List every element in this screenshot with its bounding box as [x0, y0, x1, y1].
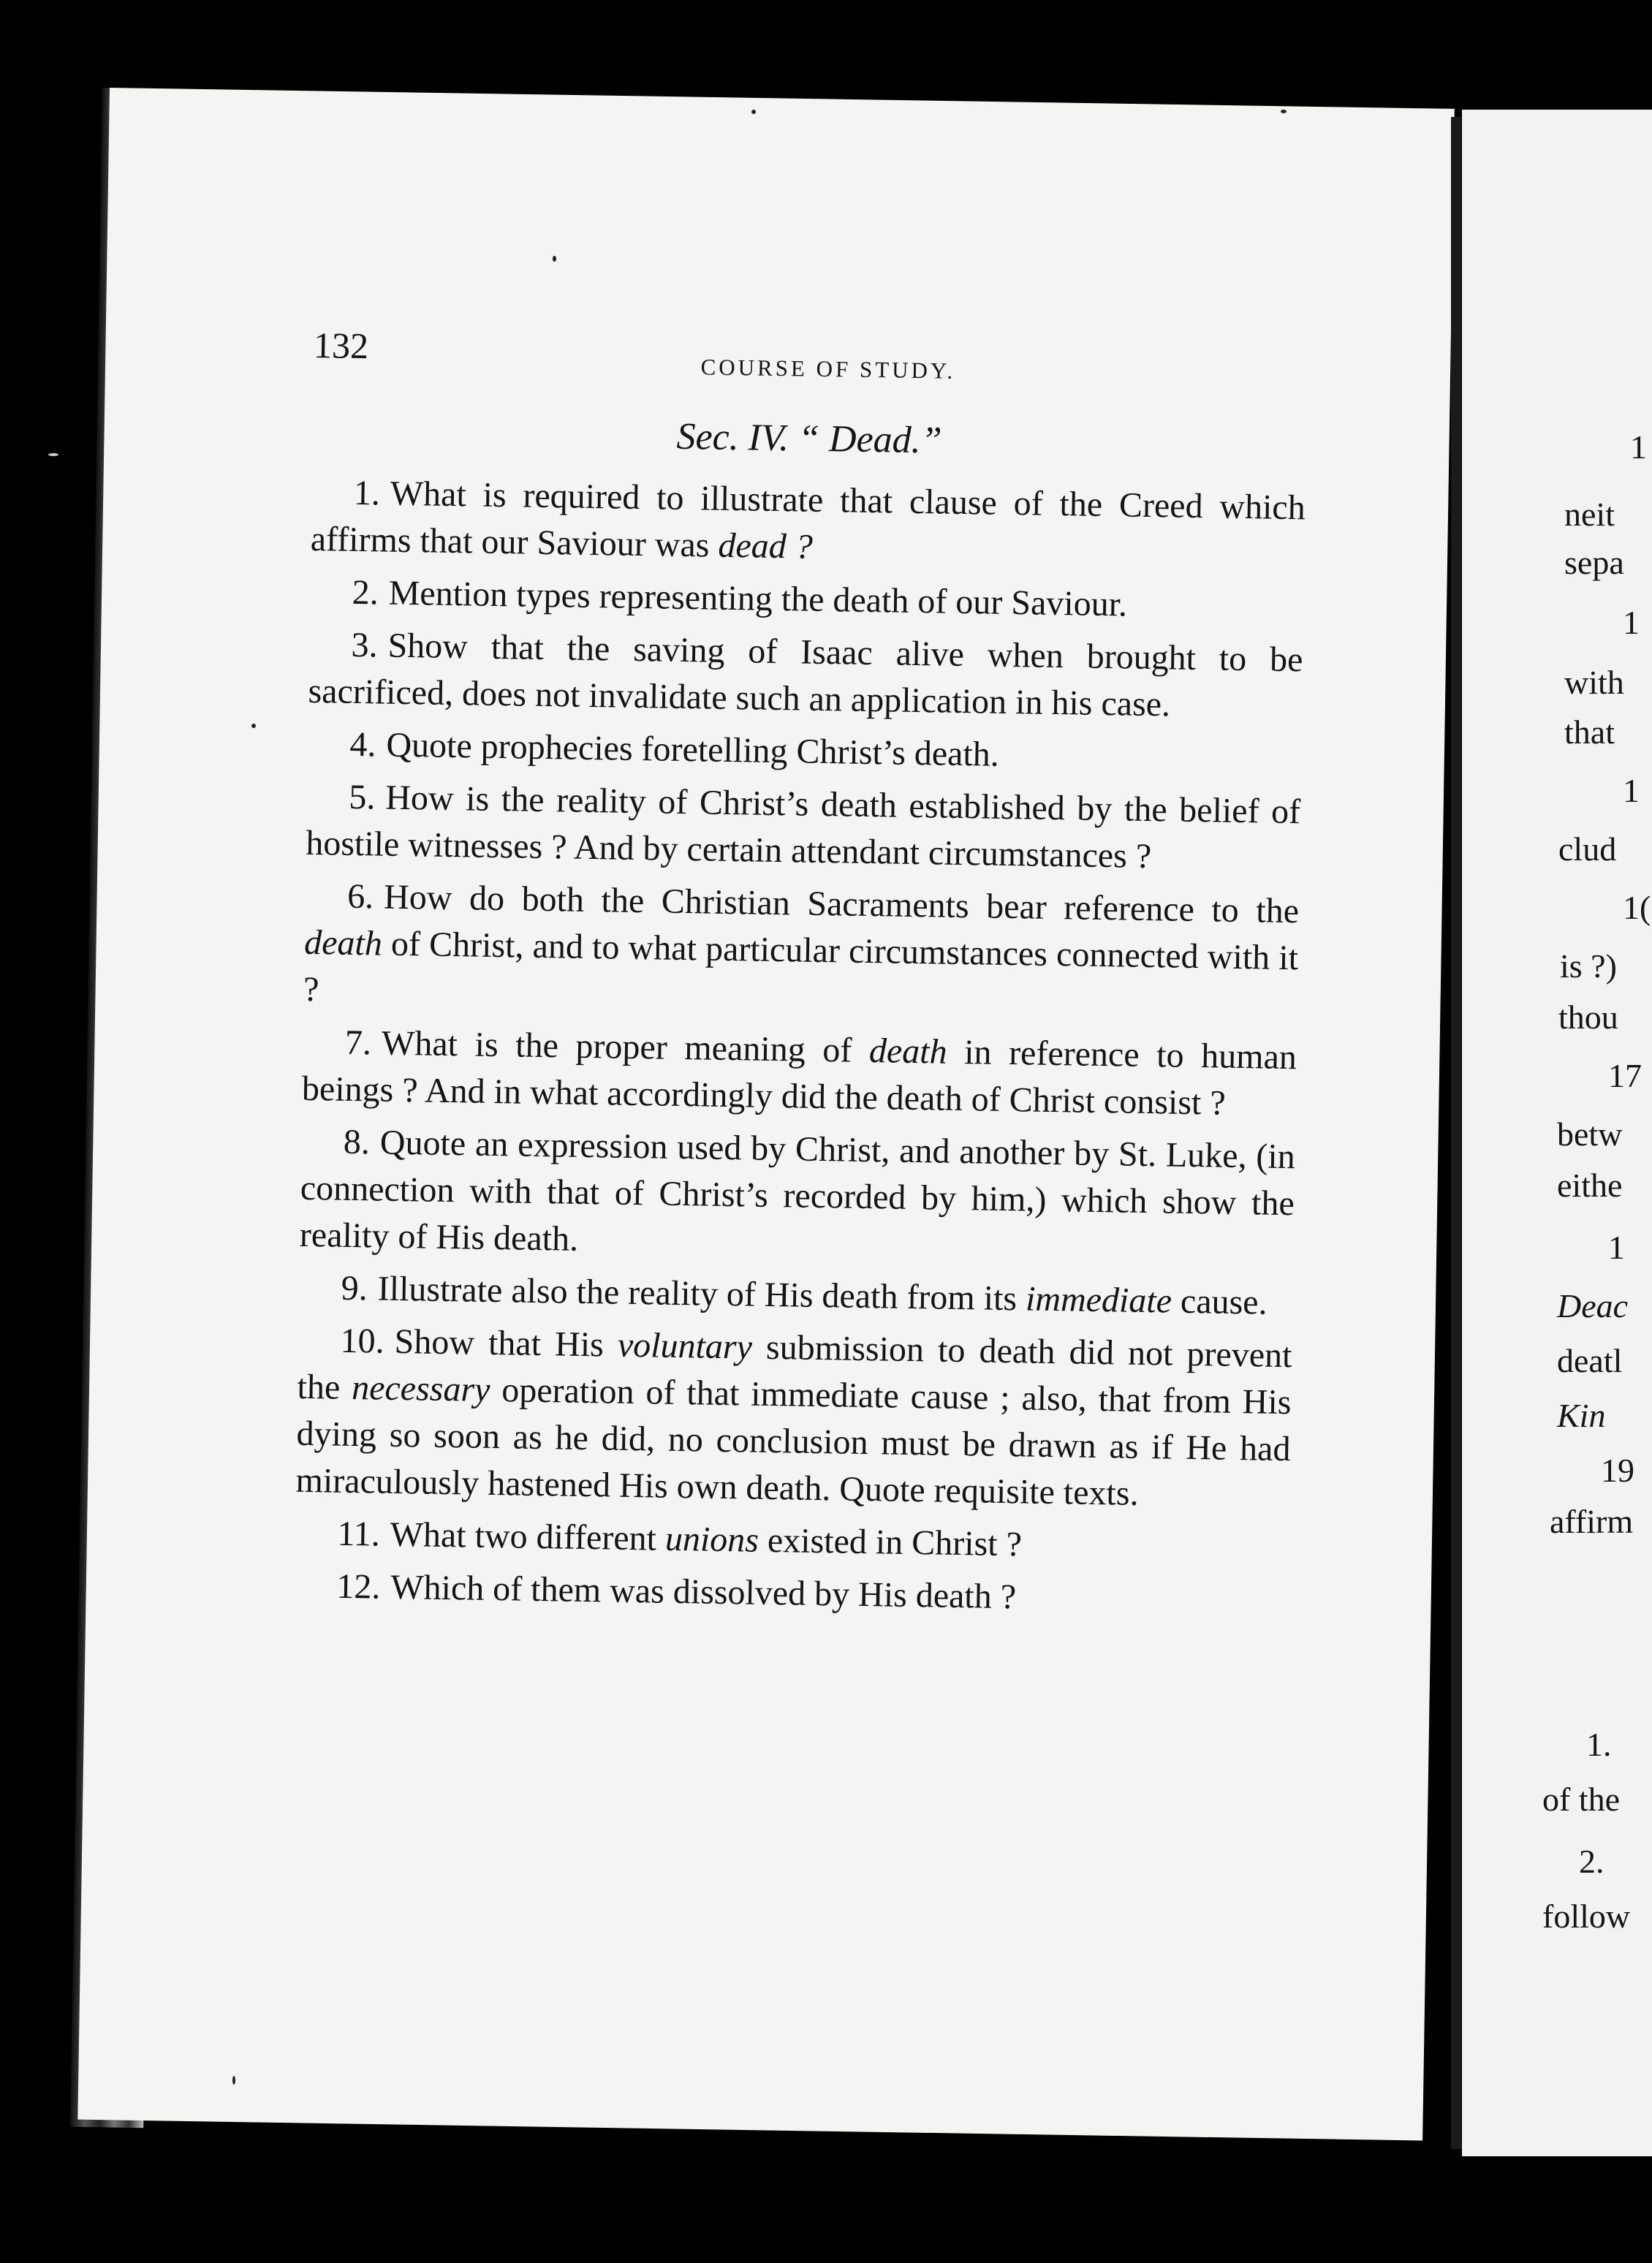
right-fragment: betw [1557, 1115, 1623, 1153]
question-text: Which of them was dissolved by His death ? [390, 1567, 1017, 1617]
question-number: 5. [348, 777, 376, 817]
speck [1281, 110, 1287, 113]
question-text: Show that the saving of Isaac alive when brought to be sacrificed, does not invalidate such an application in his case. [308, 626, 1303, 724]
question-6 [303, 873, 1300, 1028]
gutter-line [1451, 117, 1461, 2149]
question-text: What is required to illustrate that clause of the Creed which affirms that our Saviour was [310, 474, 1306, 565]
speck [751, 110, 756, 114]
question-emphasis: death [868, 1031, 947, 1072]
question-2 [309, 569, 1304, 631]
section-title: Sec. IV. “ Dead.” [676, 415, 943, 462]
question-1 [310, 469, 1306, 578]
right-fragment: 1. [1586, 1726, 1612, 1763]
speck [251, 724, 256, 728]
question-text: Quote an expression used by Christ, and another by St. Luke, (in connection with that of Christ’s recorded by him,) which show the reality of His death. [299, 1123, 1296, 1259]
question-7 [302, 1019, 1297, 1128]
question-11 [295, 1510, 1289, 1572]
question-number: 10. [340, 1321, 385, 1361]
question-text: Illustrate also the reality of His death from its [377, 1269, 1026, 1319]
right-fragment: clud [1558, 830, 1617, 868]
question-8 [299, 1118, 1295, 1274]
left-page-text [289, 300, 1308, 1967]
question-emphasis: unions [664, 1519, 759, 1560]
question-12 [294, 1563, 1289, 1625]
speck [553, 256, 556, 262]
right-fragment: of the [1542, 1781, 1621, 1818]
question-text: How is the reality of Christ’s death established by the belief of hostile witnesses ? And by certain attendant circumstances ? [305, 778, 1301, 876]
right-fragment: affirm [1550, 1503, 1634, 1540]
right-fragment: eithe [1557, 1167, 1623, 1204]
right-fragment: 1 [1608, 1229, 1625, 1266]
question-3 [308, 621, 1303, 730]
question-number: 3. [351, 625, 378, 665]
question-text: Mention types representing the death of our Saviour. [388, 573, 1128, 624]
question-number: 8. [343, 1122, 371, 1162]
right-fragment: sepa [1564, 544, 1624, 581]
right-fragment: 17 [1608, 1057, 1642, 1094]
right-fragment: thou [1558, 998, 1618, 1036]
question-number: 11. [337, 1514, 381, 1554]
question-text: submission to death did not prevent the [297, 1327, 1292, 1407]
question-number: 2. [352, 572, 379, 613]
right-fragment: 19 [1601, 1452, 1634, 1489]
question-text: Show that His [394, 1322, 618, 1365]
right-fragment: that [1564, 713, 1615, 751]
right-fragment: Deac [1557, 1287, 1629, 1324]
question-text: cause. [1171, 1281, 1268, 1322]
question-emphasis: dead ? [718, 526, 814, 566]
question-4 [307, 721, 1302, 783]
right-fragment: Kin [1557, 1397, 1606, 1434]
right-fragment: 2. [1579, 1843, 1604, 1880]
question-number: 9. [341, 1268, 368, 1308]
right-fragment: deatl [1557, 1342, 1623, 1379]
question-number: 12. [336, 1566, 381, 1607]
speck [48, 453, 58, 456]
question-5 [306, 773, 1301, 882]
right-fragment: 1 [1623, 772, 1640, 809]
right-fragment: 1 [1623, 604, 1640, 641]
question-emphasis: necessary [351, 1368, 490, 1409]
page-number: 132 [313, 324, 369, 367]
question-text: in reference to human beings ? And in what accordingly did the death of Christ consist ? [301, 1032, 1297, 1123]
question-number: 4. [349, 724, 376, 765]
question-emphasis: immediate [1025, 1279, 1172, 1321]
question-text: How do both the Christian Sacraments bear reference to the [383, 877, 1300, 931]
right-fragment: follow [1542, 1898, 1631, 1935]
question-text: Quote prophecies foretelling Christ’s death. [386, 725, 1000, 774]
question-text: What two different [390, 1515, 666, 1558]
speck [232, 2076, 235, 2085]
right-fragment: 1( [1623, 889, 1651, 926]
question-list [294, 469, 1306, 1631]
question-text: of Christ, and to what particular circumstances connected with it ? [303, 924, 1299, 1009]
question-number: 7. [344, 1023, 372, 1063]
question-emphasis: death [303, 922, 383, 963]
right-fragment: 1 [1630, 428, 1647, 466]
question-text: existed in Christ ? [758, 1520, 1023, 1564]
question-text: operation of that immediate cause ; also, that from His dying so soon as he did, no conclusion must be drawn as if He had miraculously hastened His own death. Quote requisite texts. [295, 1370, 1292, 1513]
right-fragment: with [1564, 664, 1624, 701]
right-fragment: is ?) [1560, 947, 1617, 985]
question-text: What is the proper meaning of [381, 1023, 870, 1071]
question-number: 1. [353, 473, 381, 513]
running-head: COURSE OF STUDY. [700, 354, 956, 384]
question-10 [295, 1317, 1292, 1520]
right-fragment: neit [1564, 496, 1615, 533]
question-emphasis: voluntary [617, 1325, 753, 1367]
question-number: 6. [346, 876, 374, 917]
question-9 [298, 1265, 1293, 1327]
